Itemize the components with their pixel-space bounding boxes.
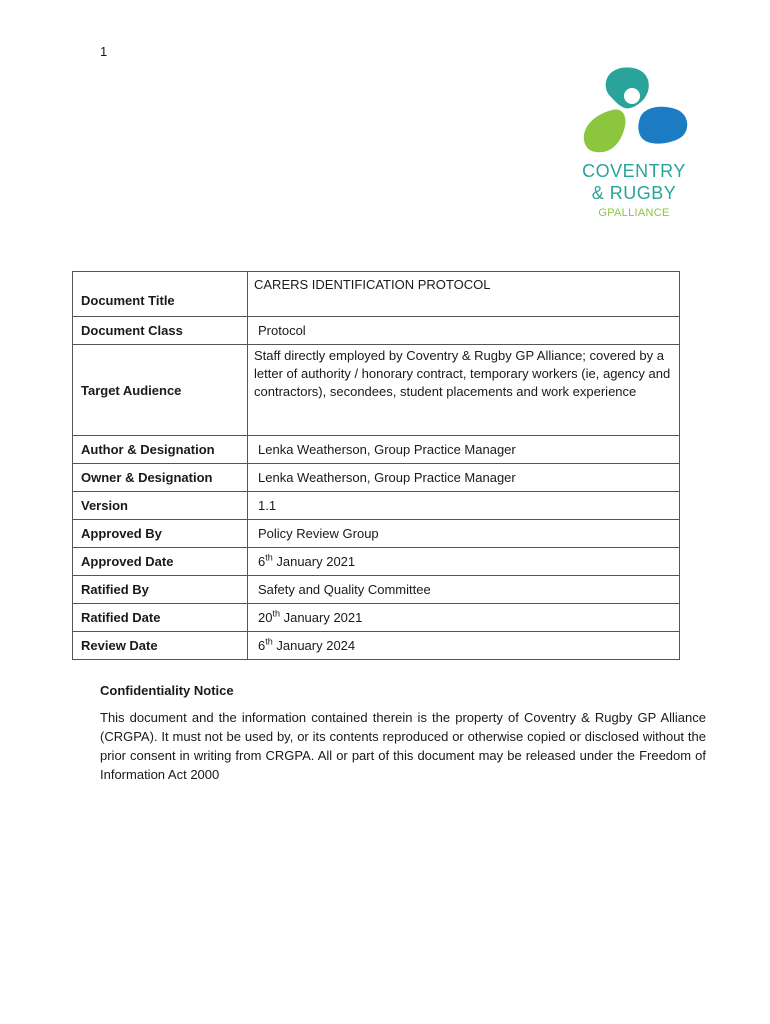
- row-label: Document Class: [73, 317, 248, 345]
- row-label: Version: [73, 492, 248, 520]
- table-row: [73, 604, 680, 632]
- date-rest: January 2024: [272, 637, 356, 653]
- row-value: Safety and Quality Committee: [248, 576, 680, 604]
- row-value: Policy Review Group: [248, 520, 680, 548]
- date-suffix: th: [265, 552, 273, 563]
- table-row: [73, 632, 680, 660]
- row-value: Lenka Weatherson, Group Practice Manager: [248, 464, 680, 492]
- date-day: 20: [258, 609, 273, 625]
- row-label: Approved Date: [73, 548, 248, 576]
- date-rest: January 2021: [272, 553, 356, 569]
- row-label: Target Audience: [73, 345, 248, 436]
- row-label: Ratified By: [73, 576, 248, 604]
- table-row: [73, 548, 680, 576]
- row-value: [248, 632, 680, 660]
- table-row: [73, 436, 680, 464]
- logo-text-gpalliance: GPALLIANCE: [598, 207, 670, 219]
- table-row: [73, 345, 680, 436]
- table-row: [73, 576, 680, 604]
- date-suffix: th: [272, 608, 280, 619]
- row-label: Author & Designation: [73, 436, 248, 464]
- table-row: [73, 492, 680, 520]
- row-value: [248, 548, 680, 576]
- date-rest: January 2021: [279, 609, 363, 625]
- row-label: Review Date: [73, 632, 248, 660]
- row-value: CARERS IDENTIFICATION PROTOCOL: [248, 272, 680, 317]
- document-control-table: [72, 271, 680, 660]
- row-value: [248, 604, 680, 632]
- table-row: [73, 520, 680, 548]
- confidentiality-notice: [100, 683, 706, 784]
- logo-text-rugby: & RUGBY: [591, 183, 677, 203]
- row-label: Ratified Date: [73, 604, 248, 632]
- logo-text-coventry: COVENTRY: [582, 161, 686, 181]
- table-row: [73, 317, 680, 345]
- page-number: 1: [100, 44, 108, 59]
- date-suffix: th: [265, 636, 273, 647]
- row-value: Protocol: [248, 317, 680, 345]
- date-day: 6: [258, 637, 266, 653]
- row-value: Staff directly employed by Coventry & Rugby GP Alliance; covered by a letter of authority / honorary contract, temporary workers (ie, agency and contractors), secondees, student placements and work experience: [248, 345, 680, 436]
- table-row: [73, 272, 680, 317]
- logo-emblem-icon: [582, 66, 688, 154]
- row-label: Approved By: [73, 520, 248, 548]
- notice-body: This document and the information contained therein is the property of Coventry & Rugby GP Alliance (CRGPA). It must not be used by, or its contents reproduced or otherwise copied or disclosed without the prior consent in writing from CRGPA. All or part of this document may be released under the Freedom of Information Act 2000: [100, 710, 706, 782]
- notice-title: Confidentiality Notice: [100, 683, 234, 698]
- row-label: Owner & Designation: [73, 464, 248, 492]
- row-value: 1.1: [248, 492, 680, 520]
- table-row: [73, 464, 680, 492]
- date-day: 6: [258, 553, 266, 569]
- organisation-logo: [576, 66, 696, 226]
- row-label: Document Title: [73, 272, 248, 317]
- row-value: Lenka Weatherson, Group Practice Manager: [248, 436, 680, 464]
